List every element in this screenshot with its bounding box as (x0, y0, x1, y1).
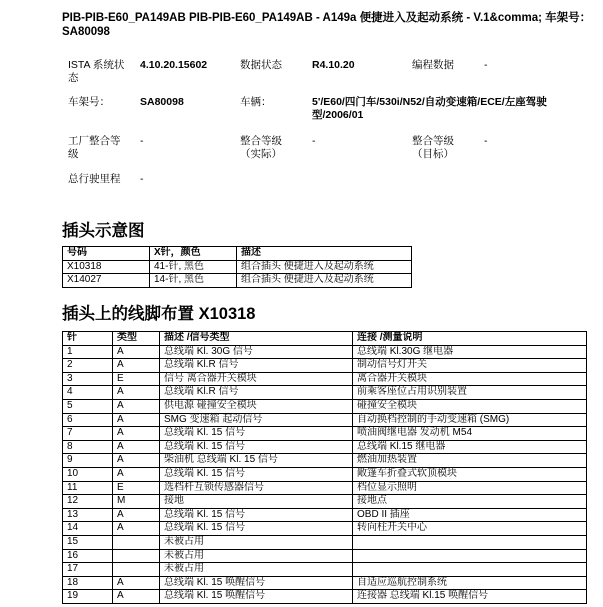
pin-layout-heading: 插头上的线脚布置 X10318 (62, 305, 256, 323)
table-header-row (63, 332, 587, 346)
table-cell: 供电源 碰撞安全模块 (160, 399, 353, 413)
table-cell: A (113, 576, 160, 590)
table-row (63, 549, 587, 563)
table-cell: 燃油加热装置 (353, 454, 587, 468)
table-cell: 总线端 Kl.15 继电器 (353, 440, 587, 454)
table-cell: 连接器 总线端 Kl.15 唤醒信号 (353, 590, 587, 604)
table-cell: 离合器开关模块 (353, 372, 587, 386)
table-cell: 2 (63, 359, 113, 373)
table-cell: 14 (63, 522, 113, 536)
ista-label: ISTA 系统状态 (68, 59, 125, 84)
table-cell: A (113, 427, 160, 441)
table-row (63, 508, 587, 522)
table-row (63, 413, 587, 427)
table-cell: SMG 变速箱 起动信号 (160, 413, 353, 427)
table-cell: 12 (63, 495, 113, 509)
column-header: 号码 (63, 247, 150, 261)
vehicle-value: 5'/E60/四门车/530i/N52/自动变速箱/ECE/左座驾驶型/2006/01 (312, 96, 547, 121)
table-cell: A (113, 345, 160, 359)
vin-value: SA80098 (140, 96, 184, 108)
table-row (63, 454, 587, 468)
table-cell: 总线端 Kl. 15 信号 (160, 467, 353, 481)
table-cell: 16 (63, 549, 113, 563)
table-cell: A (113, 440, 160, 454)
table-cell: 总线端 Kl. 15 信号 (160, 522, 353, 536)
table-cell: A (113, 454, 160, 468)
table-cell: 未被占用 (160, 535, 353, 549)
table-cell: A (113, 590, 160, 604)
table-cell: 接地 (160, 495, 353, 509)
table-cell: 总线端 Kl. 15 信号 (160, 440, 353, 454)
connector-diagram-heading: 插头示意图 (62, 222, 145, 240)
table-cell: 组合插头 便捷进入及起动系统 (237, 260, 412, 274)
table-cell: 自适应巡航控制系统 (353, 576, 587, 590)
table-cell: 柴油机 总线端 Kl. 15 信号 (160, 454, 353, 468)
table-cell: 4 (63, 386, 113, 400)
table-row (63, 274, 412, 288)
table-row (63, 440, 587, 454)
document-title: PIB-PIB-E60_PA149AB PIB-PIB-E60_PA149AB - A149a 便捷进入及起动系统 - V.1&comma; 车架号：SA80098 (62, 12, 592, 38)
table-cell: A (113, 522, 160, 536)
table-row (63, 535, 587, 549)
target-level-value: - (484, 135, 488, 147)
table-row (63, 359, 587, 373)
vehicle-label: 车辆： (240, 96, 272, 108)
table-cell: 总线端 Kl.R 信号 (160, 359, 353, 373)
column-header: 描述 (237, 247, 412, 261)
table-row (63, 522, 587, 536)
table-cell: 自动换档控制的手动变速箱 (SMG) (353, 413, 587, 427)
column-header: X针，颜色 (150, 247, 237, 261)
table-cell (113, 563, 160, 577)
connector-table (62, 246, 412, 288)
table-cell: 制动信号灯开关 (353, 359, 587, 373)
table-cell: E (113, 481, 160, 495)
ista-value: 4.10.20.15602 (140, 59, 208, 71)
table-cell: 总线端 Kl.30G 继电器 (353, 345, 587, 359)
table-cell: 14-针, 黑色 (150, 274, 237, 288)
table-cell: 总线端 Kl. 15 信号 (160, 508, 353, 522)
pin-rows (63, 345, 587, 603)
mileage-value: - (140, 173, 144, 185)
programming-data-label: 编程数据 (412, 59, 454, 71)
table-cell (353, 549, 587, 563)
table-cell: 5 (63, 399, 113, 413)
table-cell (353, 563, 587, 577)
table-header-row (63, 247, 412, 261)
table-row (63, 467, 587, 481)
data-status-value: R4.10.20 (312, 59, 355, 71)
table-cell: A (113, 467, 160, 481)
column-header: 针 (63, 332, 113, 346)
table-cell: 未被占用 (160, 549, 353, 563)
table-cell: A (113, 399, 160, 413)
table-row (63, 427, 587, 441)
mileage-label: 总行驶里程 (68, 173, 121, 185)
table-cell: X14027 (63, 274, 150, 288)
table-row (63, 481, 587, 495)
table-cell: 3 (63, 372, 113, 386)
table-cell: 前乘客座位占用识别装置 (353, 386, 587, 400)
table-cell: 转向柱开关中心 (353, 522, 587, 536)
table-cell: 总线端 Kl. 15 唤醒信号 (160, 590, 353, 604)
table-cell: 15 (63, 535, 113, 549)
table-row (63, 345, 587, 359)
table-cell: 信号 离合器开关模块 (160, 372, 353, 386)
table-row (63, 372, 587, 386)
table-cell: 碰撞安全模块 (353, 399, 587, 413)
table-cell: 11 (63, 481, 113, 495)
factory-level-label: 工厂整合等级 (68, 135, 121, 160)
table-cell: 10 (63, 467, 113, 481)
table-cell: 1 (63, 345, 113, 359)
actual-level-value: - (312, 135, 316, 147)
table-row (63, 576, 587, 590)
table-row (63, 495, 587, 509)
table-cell: 组合插头 便捷进入及起动系统 (237, 274, 412, 288)
table-row (63, 260, 412, 274)
table-cell: 选档杆互锁传感器信号 (160, 481, 353, 495)
table-cell: 41-针, 黑色 (150, 260, 237, 274)
table-row (63, 386, 587, 400)
table-cell: A (113, 413, 160, 427)
table-row (63, 399, 587, 413)
table-cell: X10318 (63, 260, 150, 274)
table-cell: A (113, 386, 160, 400)
table-cell: M (113, 495, 160, 509)
column-header: 描述 /信号类型 (160, 332, 353, 346)
table-cell: 总线端 Kl. 30G 信号 (160, 345, 353, 359)
table-cell: 总线端 Kl. 15 唤醒信号 (160, 576, 353, 590)
table-cell: 接地点 (353, 495, 587, 509)
table-cell: 19 (63, 590, 113, 604)
factory-level-value: - (140, 135, 144, 147)
table-cell: 17 (63, 563, 113, 577)
actual-level-label: 整合等级（实际） (240, 135, 282, 160)
table-cell (113, 549, 160, 563)
table-cell: 喷油阀继电器 发动机 M54 (353, 427, 587, 441)
table-cell: 8 (63, 440, 113, 454)
table-cell: 档位显示照明 (353, 481, 587, 495)
table-cell: 18 (63, 576, 113, 590)
table-cell: 未被占用 (160, 563, 353, 577)
table-cell (113, 535, 160, 549)
table-cell: 13 (63, 508, 113, 522)
target-level-label: 整合等级（目标） (412, 135, 454, 160)
table-row (63, 563, 587, 577)
table-cell: A (113, 508, 160, 522)
column-header: 类型 (113, 332, 160, 346)
table-cell: A (113, 359, 160, 373)
table-row (63, 590, 587, 604)
table-cell (353, 535, 587, 549)
table-cell: OBD II 插座 (353, 508, 587, 522)
data-status-label: 数据状态 (240, 59, 282, 71)
column-header: 连接 /测量说明 (353, 332, 587, 346)
table-cell: E (113, 372, 160, 386)
table-cell: 敞篷车折叠式软顶模块 (353, 467, 587, 481)
programming-data-value: - (484, 59, 488, 71)
table-cell: 总线端 Kl.R 信号 (160, 386, 353, 400)
table-cell: 6 (63, 413, 113, 427)
pin-table (62, 331, 587, 604)
table-cell: 7 (63, 427, 113, 441)
table-cell: 总线端 Kl. 15 信号 (160, 427, 353, 441)
vin-label: 车架号： (68, 96, 110, 108)
table-cell: 9 (63, 454, 113, 468)
